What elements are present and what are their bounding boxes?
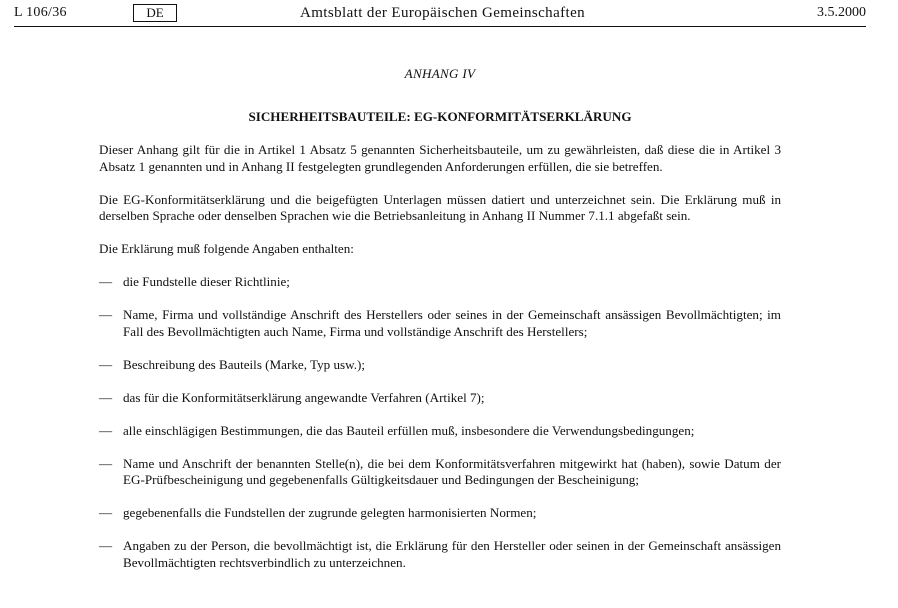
list-dash: — [99, 389, 113, 405]
list-item-text: Beschreibung des Bauteils (Marke, Typ usw.); [123, 356, 365, 372]
list-dash: — [99, 356, 113, 372]
list-item [99, 357, 781, 374]
list-item-text: die Fundstelle dieser Richtlinie; [123, 274, 290, 289]
annex-heading: SICHERHEITSBAUTEILE: EG-KONFORMITÄTSERKLÄRUNG [248, 108, 632, 124]
list-item [99, 423, 781, 440]
list-dash: — [99, 274, 113, 289]
language-badge: DE [133, 4, 177, 22]
header-divider [14, 26, 866, 27]
list-item [99, 538, 781, 571]
paragraph-scope: Dieser Anhang gilt für die in Artikel 1 Absatz 5 genannten Sicherheitsbauteile, um zu gewährleisten, daß diese die in Artikel 3 Absatz 1 genannten und in Anhang II festgelegten grundlegenden Anforderungen erfüllen, die sie betreffen. [99, 142, 781, 174]
list-item-text: Name, Firma und vollständige Anschrift des Herstellers oder seines in der Gemeinschaft ansässigen Bevollmächtigten; im Fall des Bevollmächtigten auch Name, Firma und vollständige Anschrift des Herstellers; [123, 307, 781, 339]
list-dash: — [99, 307, 113, 322]
list-item [99, 505, 781, 522]
list-item [99, 456, 781, 489]
list-item-text: gegebenenfalls die Fundstellen der zugrunde gelegten harmonisierten Normen; [123, 505, 537, 520]
list-dash: — [99, 422, 113, 438]
list-item-text: Name und Anschrift der benannten Stelle(n), die bei dem Konformitätsverfahren mitgewirkt hat (haben), sowie Datum der EG-Prüfbescheinigung und gegebenenfalls Gültigkeitsdauer und Bedingungen der Bescheinigung; [123, 455, 781, 487]
document-body [99, 66, 781, 588]
list-item-text: alle einschlägigen Bestimmungen, die das Bauteil erfüllen muß, insbesondere die Verwendungsbedingungen; [123, 422, 695, 438]
list-dash: — [99, 455, 113, 471]
page-header [14, 4, 866, 24]
journal-title: Amtsblatt der Europäischen Gemeinschaften [300, 5, 586, 21]
list-item [99, 274, 781, 291]
required-details-list [99, 274, 781, 571]
list-item [99, 390, 781, 407]
annex-label: ANHANG IV [404, 66, 476, 81]
list-item [99, 307, 781, 340]
list-dash: — [99, 538, 113, 553]
paragraph-list-intro: Die Erklärung muß folgende Angaben enthalten: [99, 241, 354, 256]
paragraph-declaration-requirements: Die EG-Konformitätserklärung und die beigefügten Unterlagen müssen datiert und unterzeichnet sein. Die Erklärung muß in derselben Sprache oder denselben Sprachen wie die Betriebsanleitung in Anhang II Nummer 7.1.1 abgefaßt sein. [99, 191, 781, 223]
list-item-text: Angaben zu der Person, die bevollmächtigt ist, die Erklärung für den Hersteller oder seinen in der Gemeinschaft ansässigen Bevollmächtigten rechtsverbindlich zu unterzeichnen. [123, 538, 781, 570]
page-reference: L 106/36 [14, 5, 67, 20]
publication-date: 3.5.2000 [817, 5, 866, 20]
list-dash: — [99, 505, 113, 520]
list-item-text: das für die Konformitätserklärung angewandte Verfahren (Artikel 7); [123, 389, 485, 405]
